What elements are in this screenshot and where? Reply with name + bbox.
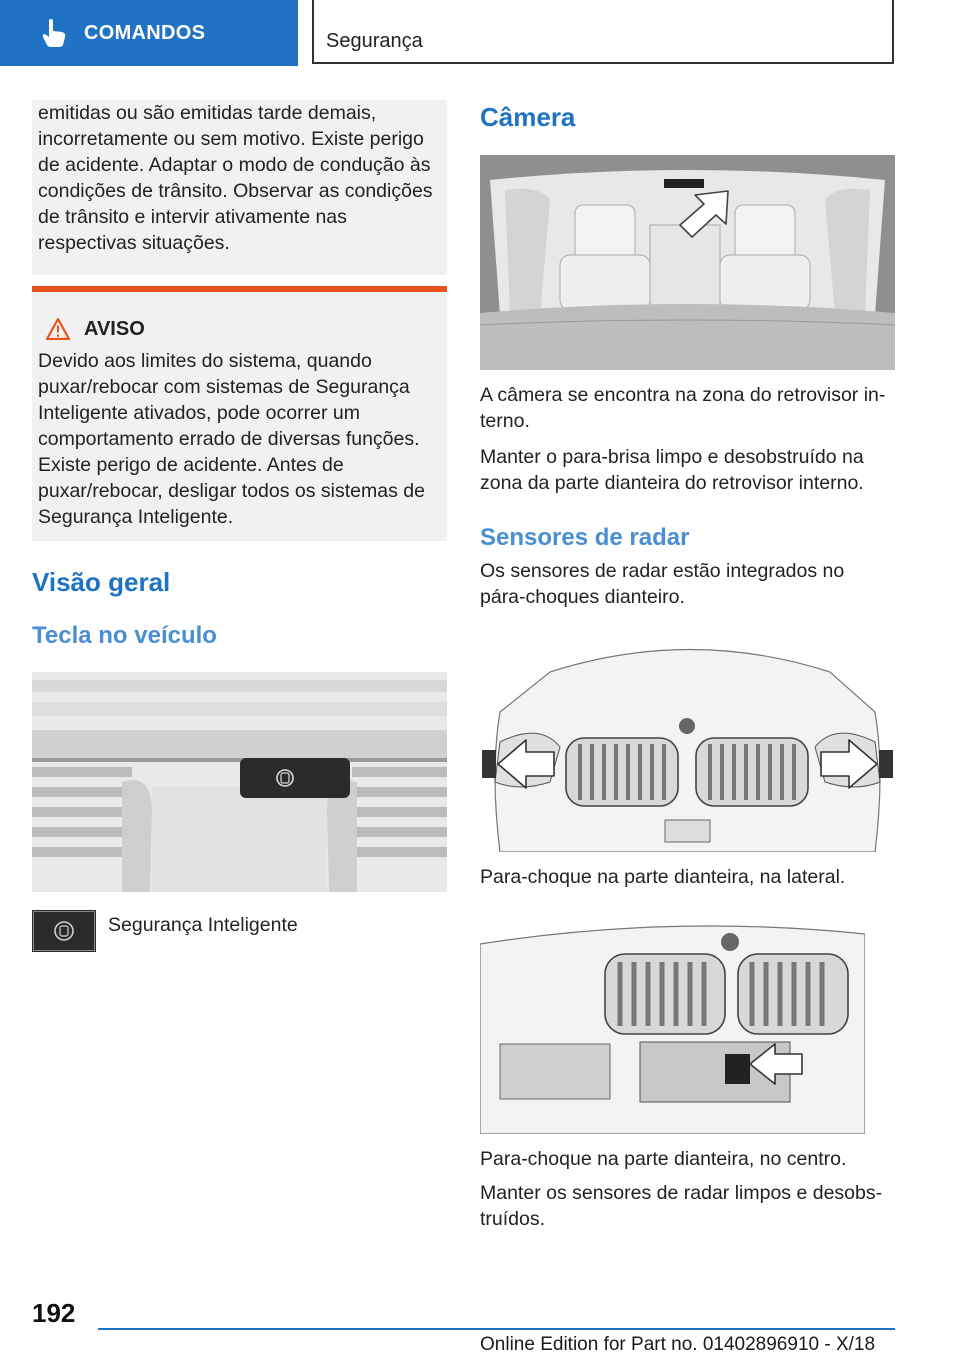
warning-title: AVISO: [84, 318, 145, 340]
radar-care-text: Manter os sensores de radar limpos e desobstruídos.: [480, 1182, 883, 1230]
car-interior-illustration: [480, 155, 895, 370]
continued-warning-box: [32, 100, 447, 275]
dashboard-button-image: [32, 672, 447, 892]
front-bumper-side-illustration: [480, 632, 895, 852]
footer-rule: [98, 1328, 895, 1330]
heading-radar-sensors: Sensores de radar: [480, 524, 690, 551]
right-column: [480, 100, 895, 1232]
radar-center-caption: Para-choque na parte dianteira, no centro.: [480, 1148, 847, 1170]
warning-triangle-icon: [46, 318, 70, 340]
camera-location-text: A câmera se encontra na zona do retrovisor interno.: [480, 384, 886, 432]
left-column: [32, 100, 447, 952]
heading-camera: Câmera: [480, 102, 576, 132]
button-legend: [32, 910, 447, 952]
radar-side-caption: Para-choque na parte dianteira, na lateral.: [480, 866, 846, 888]
section-header: [312, 0, 894, 64]
section-title: Segurança: [326, 30, 423, 52]
warning-box: [32, 286, 447, 541]
camera-image: [480, 155, 895, 370]
radar-side-image: [480, 632, 895, 852]
radar-center-image: [480, 914, 895, 1134]
continued-warning-text: emitidas ou são emitidas tarde demais, incorretamente ou sem motivo. Existe perigo de acidente. Adaptar o modo de condução às condições de trânsito. Observar as condições de trânsito e intervir ativamente nas respectivas situações.: [38, 102, 433, 254]
heading-button-in-vehicle: Tecla no veículo: [32, 622, 217, 649]
radar-location-text: Os sensores de radar estão integrados no pára-choques dianteiro.: [480, 560, 845, 608]
button-caption: Segurança Inteligente: [108, 914, 298, 936]
warning-header: [38, 316, 441, 342]
heading-overview: Visão geral: [32, 567, 171, 597]
warning-text: Devido aos limites do sistema, quando puxar/rebocar com sistemas de Segurança Inteligente ativados, pode ocorrer um comportamento errado de diversas funções. Existe perigo de acidente. Antes de puxar/rebocar, desligar todos os sistemas de Segurança Inteligente.: [38, 350, 425, 528]
dashboard-illustration: [32, 672, 447, 892]
front-bumper-center-illustration: [480, 914, 865, 1134]
chapter-tab[interactable]: [0, 0, 298, 66]
hand-pointer-icon: [40, 18, 68, 48]
chapter-tab-label: COMANDOS: [84, 21, 206, 44]
edition-text: Online Edition for Part no. 01402896910 - X/18: [480, 1334, 876, 1355]
page-number: 192: [32, 1298, 76, 1328]
car-shield-icon: [32, 910, 96, 952]
camera-care-text: Manter o para-brisa limpo e desobstruído na zona da parte dianteira do retrovisor interno.: [480, 446, 864, 494]
